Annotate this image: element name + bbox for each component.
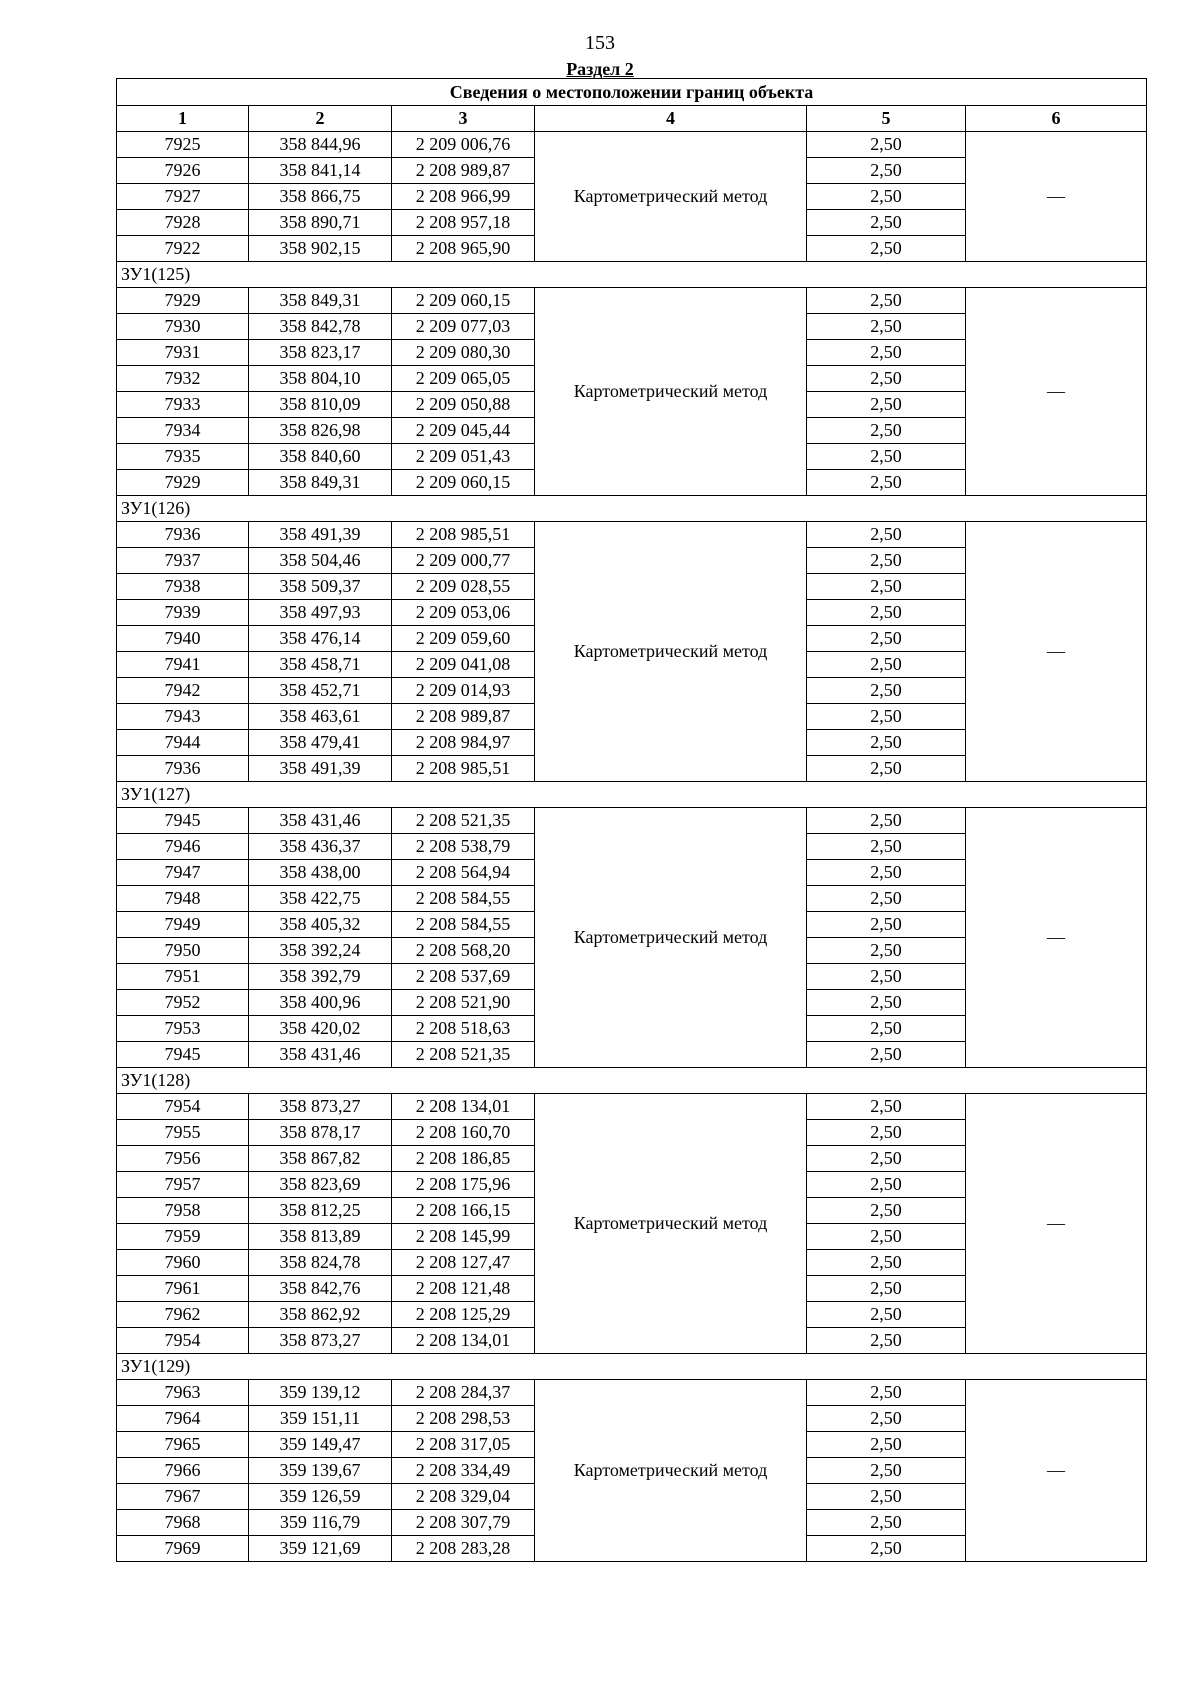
y-coordinate-cell: 2 208 298,53 xyxy=(392,1406,535,1432)
point-number-cell: 7934 xyxy=(117,418,249,444)
accuracy-cell: 2,50 xyxy=(807,1250,966,1276)
point-number-cell: 7969 xyxy=(117,1536,249,1562)
accuracy-cell: 2,50 xyxy=(807,366,966,392)
point-number-cell: 7936 xyxy=(117,522,249,548)
accuracy-cell: 2,50 xyxy=(807,1198,966,1224)
x-coordinate-cell: 358 509,37 xyxy=(249,574,392,600)
point-number-cell: 7925 xyxy=(117,132,249,158)
x-coordinate-cell: 358 504,46 xyxy=(249,548,392,574)
x-coordinate-cell: 359 151,11 xyxy=(249,1406,392,1432)
y-coordinate-cell: 2 209 041,08 xyxy=(392,652,535,678)
x-coordinate-cell: 358 841,14 xyxy=(249,158,392,184)
point-number-cell: 7922 xyxy=(117,236,249,262)
y-coordinate-cell: 2 209 045,44 xyxy=(392,418,535,444)
point-number-cell: 7929 xyxy=(117,470,249,496)
y-coordinate-cell: 2 208 284,37 xyxy=(392,1380,535,1406)
accuracy-cell: 2,50 xyxy=(807,522,966,548)
point-number-cell: 7945 xyxy=(117,1042,249,1068)
accuracy-cell: 2,50 xyxy=(807,652,966,678)
point-number-cell: 7968 xyxy=(117,1510,249,1536)
x-coordinate-cell: 358 476,14 xyxy=(249,626,392,652)
point-number-cell: 7948 xyxy=(117,886,249,912)
accuracy-cell: 2,50 xyxy=(807,1276,966,1302)
point-number-cell: 7964 xyxy=(117,1406,249,1432)
method-cell: Картометрический метод xyxy=(535,1094,807,1354)
x-coordinate-cell: 358 479,41 xyxy=(249,730,392,756)
group-label-row xyxy=(117,1068,1147,1094)
y-coordinate-cell: 2 209 060,15 xyxy=(392,288,535,314)
accuracy-cell: 2,50 xyxy=(807,1302,966,1328)
point-number-cell: 7955 xyxy=(117,1120,249,1146)
x-coordinate-cell: 358 823,69 xyxy=(249,1172,392,1198)
x-coordinate-cell: 358 436,37 xyxy=(249,834,392,860)
accuracy-cell: 2,50 xyxy=(807,912,966,938)
y-coordinate-cell: 2 208 134,01 xyxy=(392,1094,535,1120)
accuracy-cell: 2,50 xyxy=(807,1406,966,1432)
y-coordinate-cell: 2 208 564,94 xyxy=(392,860,535,886)
x-coordinate-cell: 358 849,31 xyxy=(249,288,392,314)
y-coordinate-cell: 2 208 145,99 xyxy=(392,1224,535,1250)
y-coordinate-cell: 2 208 283,28 xyxy=(392,1536,535,1562)
x-coordinate-cell: 359 126,59 xyxy=(249,1484,392,1510)
point-number-cell: 7952 xyxy=(117,990,249,1016)
column-header: 5 xyxy=(807,106,966,132)
point-number-cell: 7962 xyxy=(117,1302,249,1328)
x-coordinate-cell: 358 405,32 xyxy=(249,912,392,938)
x-coordinate-cell: 359 116,79 xyxy=(249,1510,392,1536)
point-number-cell: 7966 xyxy=(117,1458,249,1484)
point-number-cell: 7940 xyxy=(117,626,249,652)
accuracy-cell: 2,50 xyxy=(807,1380,966,1406)
y-coordinate-cell: 2 208 538,79 xyxy=(392,834,535,860)
accuracy-cell: 2,50 xyxy=(807,704,966,730)
y-coordinate-cell: 2 208 984,97 xyxy=(392,730,535,756)
y-coordinate-cell: 2 208 568,20 xyxy=(392,938,535,964)
accuracy-cell: 2,50 xyxy=(807,1146,966,1172)
accuracy-cell: 2,50 xyxy=(807,678,966,704)
point-number-cell: 7956 xyxy=(117,1146,249,1172)
point-number-cell: 7943 xyxy=(117,704,249,730)
point-number-cell: 7939 xyxy=(117,600,249,626)
y-coordinate-cell: 2 208 537,69 xyxy=(392,964,535,990)
group-label-row xyxy=(117,1354,1147,1380)
point-number-cell: 7947 xyxy=(117,860,249,886)
x-coordinate-cell: 359 139,67 xyxy=(249,1458,392,1484)
accuracy-cell: 2,50 xyxy=(807,1536,966,1562)
y-coordinate-cell: 2 208 521,35 xyxy=(392,1042,535,1068)
y-coordinate-cell: 2 209 059,60 xyxy=(392,626,535,652)
y-coordinate-cell: 2 209 077,03 xyxy=(392,314,535,340)
accuracy-cell: 2,50 xyxy=(807,1016,966,1042)
x-coordinate-cell: 358 824,78 xyxy=(249,1250,392,1276)
y-coordinate-cell: 2 209 000,77 xyxy=(392,548,535,574)
x-coordinate-cell: 358 812,25 xyxy=(249,1198,392,1224)
y-coordinate-cell: 2 209 053,06 xyxy=(392,600,535,626)
column-header: 3 xyxy=(392,106,535,132)
point-number-cell: 7935 xyxy=(117,444,249,470)
description-cell: — xyxy=(966,1380,1147,1562)
x-coordinate-cell: 358 842,78 xyxy=(249,314,392,340)
group-label-row xyxy=(117,782,1147,808)
point-number-cell: 7937 xyxy=(117,548,249,574)
point-number-cell: 7954 xyxy=(117,1328,249,1354)
point-number-cell: 7965 xyxy=(117,1432,249,1458)
point-number-cell: 7932 xyxy=(117,366,249,392)
description-cell: — xyxy=(966,522,1147,782)
point-number-cell: 7945 xyxy=(117,808,249,834)
x-coordinate-cell: 358 420,02 xyxy=(249,1016,392,1042)
x-coordinate-cell: 358 840,60 xyxy=(249,444,392,470)
accuracy-cell: 2,50 xyxy=(807,132,966,158)
x-coordinate-cell: 358 804,10 xyxy=(249,366,392,392)
point-number-cell: 7951 xyxy=(117,964,249,990)
x-coordinate-cell: 358 890,71 xyxy=(249,210,392,236)
accuracy-cell: 2,50 xyxy=(807,1094,966,1120)
table-caption: Сведения о местоположении границ объекта xyxy=(117,79,1147,106)
y-coordinate-cell: 2 208 186,85 xyxy=(392,1146,535,1172)
y-coordinate-cell: 2 208 966,99 xyxy=(392,184,535,210)
y-coordinate-cell: 2 208 989,87 xyxy=(392,158,535,184)
x-coordinate-cell: 358 458,71 xyxy=(249,652,392,678)
table-body xyxy=(117,132,1147,1562)
point-number-cell: 7950 xyxy=(117,938,249,964)
point-number-cell: 7944 xyxy=(117,730,249,756)
y-coordinate-cell: 2 208 160,70 xyxy=(392,1120,535,1146)
x-coordinate-cell: 358 392,79 xyxy=(249,964,392,990)
point-number-cell: 7967 xyxy=(117,1484,249,1510)
point-number-cell: 7946 xyxy=(117,834,249,860)
accuracy-cell: 2,50 xyxy=(807,808,966,834)
accuracy-cell: 2,50 xyxy=(807,600,966,626)
accuracy-cell: 2,50 xyxy=(807,1458,966,1484)
description-cell: — xyxy=(966,808,1147,1068)
point-number-cell: 7927 xyxy=(117,184,249,210)
point-number-cell: 7938 xyxy=(117,574,249,600)
x-coordinate-cell: 358 452,71 xyxy=(249,678,392,704)
point-number-cell: 7949 xyxy=(117,912,249,938)
point-number-cell: 7926 xyxy=(117,158,249,184)
point-number-cell: 7963 xyxy=(117,1380,249,1406)
x-coordinate-cell: 358 431,46 xyxy=(249,808,392,834)
accuracy-cell: 2,50 xyxy=(807,1432,966,1458)
accuracy-cell: 2,50 xyxy=(807,730,966,756)
table-row xyxy=(117,288,1147,314)
point-number-cell: 7929 xyxy=(117,288,249,314)
x-coordinate-cell: 358 878,17 xyxy=(249,1120,392,1146)
y-coordinate-cell: 2 209 014,93 xyxy=(392,678,535,704)
y-coordinate-cell: 2 208 307,79 xyxy=(392,1510,535,1536)
y-coordinate-cell: 2 208 317,05 xyxy=(392,1432,535,1458)
accuracy-cell: 2,50 xyxy=(807,314,966,340)
x-coordinate-cell: 358 844,96 xyxy=(249,132,392,158)
land-plot-label: ЗУ1(127) xyxy=(117,782,1147,808)
accuracy-cell: 2,50 xyxy=(807,1120,966,1146)
y-coordinate-cell: 2 208 965,90 xyxy=(392,236,535,262)
accuracy-cell: 2,50 xyxy=(807,444,966,470)
x-coordinate-cell: 358 422,75 xyxy=(249,886,392,912)
y-coordinate-cell: 2 208 985,51 xyxy=(392,756,535,782)
accuracy-cell: 2,50 xyxy=(807,418,966,444)
table-row xyxy=(117,1094,1147,1120)
y-coordinate-cell: 2 209 065,05 xyxy=(392,366,535,392)
column-header: 1 xyxy=(117,106,249,132)
description-cell: — xyxy=(966,132,1147,262)
y-coordinate-cell: 2 208 134,01 xyxy=(392,1328,535,1354)
accuracy-cell: 2,50 xyxy=(807,210,966,236)
point-number-cell: 7954 xyxy=(117,1094,249,1120)
point-number-cell: 7928 xyxy=(117,210,249,236)
boundary-coordinates-table xyxy=(116,78,1147,1562)
point-number-cell: 7960 xyxy=(117,1250,249,1276)
accuracy-cell: 2,50 xyxy=(807,756,966,782)
y-coordinate-cell: 2 208 957,18 xyxy=(392,210,535,236)
x-coordinate-cell: 358 813,89 xyxy=(249,1224,392,1250)
y-coordinate-cell: 2 208 584,55 xyxy=(392,912,535,938)
x-coordinate-cell: 358 826,98 xyxy=(249,418,392,444)
x-coordinate-cell: 358 823,17 xyxy=(249,340,392,366)
description-cell: — xyxy=(966,288,1147,496)
y-coordinate-cell: 2 209 080,30 xyxy=(392,340,535,366)
accuracy-cell: 2,50 xyxy=(807,626,966,652)
x-coordinate-cell: 358 810,09 xyxy=(249,392,392,418)
method-cell: Картометрический метод xyxy=(535,1380,807,1562)
y-coordinate-cell: 2 209 051,43 xyxy=(392,444,535,470)
land-plot-label: ЗУ1(128) xyxy=(117,1068,1147,1094)
x-coordinate-cell: 358 400,96 xyxy=(249,990,392,1016)
point-number-cell: 7933 xyxy=(117,392,249,418)
table-row xyxy=(117,522,1147,548)
accuracy-cell: 2,50 xyxy=(807,964,966,990)
x-coordinate-cell: 358 849,31 xyxy=(249,470,392,496)
table-row xyxy=(117,1380,1147,1406)
method-cell: Картометрический метод xyxy=(535,522,807,782)
description-cell: — xyxy=(966,1094,1147,1354)
land-plot-label: ЗУ1(129) xyxy=(117,1354,1147,1380)
land-plot-label: ЗУ1(126) xyxy=(117,496,1147,522)
x-coordinate-cell: 358 438,00 xyxy=(249,860,392,886)
y-coordinate-cell: 2 208 121,48 xyxy=(392,1276,535,1302)
accuracy-cell: 2,50 xyxy=(807,1328,966,1354)
accuracy-cell: 2,50 xyxy=(807,860,966,886)
y-coordinate-cell: 2 209 050,88 xyxy=(392,392,535,418)
method-cell: Картометрический метод xyxy=(535,132,807,262)
x-coordinate-cell: 358 497,93 xyxy=(249,600,392,626)
x-coordinate-cell: 358 491,39 xyxy=(249,522,392,548)
y-coordinate-cell: 2 208 334,49 xyxy=(392,1458,535,1484)
y-coordinate-cell: 2 209 028,55 xyxy=(392,574,535,600)
accuracy-cell: 2,50 xyxy=(807,574,966,600)
point-number-cell: 7959 xyxy=(117,1224,249,1250)
accuracy-cell: 2,50 xyxy=(807,938,966,964)
y-coordinate-cell: 2 208 584,55 xyxy=(392,886,535,912)
accuracy-cell: 2,50 xyxy=(807,392,966,418)
accuracy-cell: 2,50 xyxy=(807,288,966,314)
y-coordinate-cell: 2 208 125,29 xyxy=(392,1302,535,1328)
accuracy-cell: 2,50 xyxy=(807,834,966,860)
x-coordinate-cell: 358 392,24 xyxy=(249,938,392,964)
y-coordinate-cell: 2 209 060,15 xyxy=(392,470,535,496)
column-header: 4 xyxy=(535,106,807,132)
y-coordinate-cell: 2 208 166,15 xyxy=(392,1198,535,1224)
accuracy-cell: 2,50 xyxy=(807,340,966,366)
point-number-cell: 7931 xyxy=(117,340,249,366)
y-coordinate-cell: 2 208 989,87 xyxy=(392,704,535,730)
page-number: 153 xyxy=(585,32,615,54)
y-coordinate-cell: 2 208 521,35 xyxy=(392,808,535,834)
accuracy-cell: 2,50 xyxy=(807,470,966,496)
section-title: Раздел 2 xyxy=(566,59,634,79)
accuracy-cell: 2,50 xyxy=(807,548,966,574)
group-label-row xyxy=(117,496,1147,522)
x-coordinate-cell: 359 139,12 xyxy=(249,1380,392,1406)
column-header-row xyxy=(117,106,1147,132)
point-number-cell: 7957 xyxy=(117,1172,249,1198)
point-number-cell: 7953 xyxy=(117,1016,249,1042)
y-coordinate-cell: 2 208 521,90 xyxy=(392,990,535,1016)
accuracy-cell: 2,50 xyxy=(807,236,966,262)
accuracy-cell: 2,50 xyxy=(807,158,966,184)
accuracy-cell: 2,50 xyxy=(807,886,966,912)
y-coordinate-cell: 2 208 329,04 xyxy=(392,1484,535,1510)
point-number-cell: 7930 xyxy=(117,314,249,340)
x-coordinate-cell: 358 866,75 xyxy=(249,184,392,210)
x-coordinate-cell: 358 862,92 xyxy=(249,1302,392,1328)
point-number-cell: 7942 xyxy=(117,678,249,704)
x-coordinate-cell: 358 463,61 xyxy=(249,704,392,730)
x-coordinate-cell: 359 149,47 xyxy=(249,1432,392,1458)
group-label-row xyxy=(117,262,1147,288)
y-coordinate-cell: 2 208 127,47 xyxy=(392,1250,535,1276)
accuracy-cell: 2,50 xyxy=(807,1172,966,1198)
accuracy-cell: 2,50 xyxy=(807,1224,966,1250)
point-number-cell: 7941 xyxy=(117,652,249,678)
method-cell: Картометрический метод xyxy=(535,808,807,1068)
y-coordinate-cell: 2 208 175,96 xyxy=(392,1172,535,1198)
x-coordinate-cell: 358 867,82 xyxy=(249,1146,392,1172)
x-coordinate-cell: 358 842,76 xyxy=(249,1276,392,1302)
y-coordinate-cell: 2 208 518,63 xyxy=(392,1016,535,1042)
accuracy-cell: 2,50 xyxy=(807,990,966,1016)
point-number-cell: 7936 xyxy=(117,756,249,782)
accuracy-cell: 2,50 xyxy=(807,1510,966,1536)
column-header: 6 xyxy=(966,106,1147,132)
accuracy-cell: 2,50 xyxy=(807,1484,966,1510)
land-plot-label: ЗУ1(125) xyxy=(117,262,1147,288)
accuracy-cell: 2,50 xyxy=(807,184,966,210)
point-number-cell: 7961 xyxy=(117,1276,249,1302)
x-coordinate-cell: 359 121,69 xyxy=(249,1536,392,1562)
x-coordinate-cell: 358 491,39 xyxy=(249,756,392,782)
x-coordinate-cell: 358 902,15 xyxy=(249,236,392,262)
method-cell: Картометрический метод xyxy=(535,288,807,496)
y-coordinate-cell: 2 208 985,51 xyxy=(392,522,535,548)
accuracy-cell: 2,50 xyxy=(807,1042,966,1068)
point-number-cell: 7958 xyxy=(117,1198,249,1224)
table-row xyxy=(117,132,1147,158)
column-header: 2 xyxy=(249,106,392,132)
x-coordinate-cell: 358 873,27 xyxy=(249,1094,392,1120)
x-coordinate-cell: 358 873,27 xyxy=(249,1328,392,1354)
x-coordinate-cell: 358 431,46 xyxy=(249,1042,392,1068)
y-coordinate-cell: 2 209 006,76 xyxy=(392,132,535,158)
table-row xyxy=(117,808,1147,834)
